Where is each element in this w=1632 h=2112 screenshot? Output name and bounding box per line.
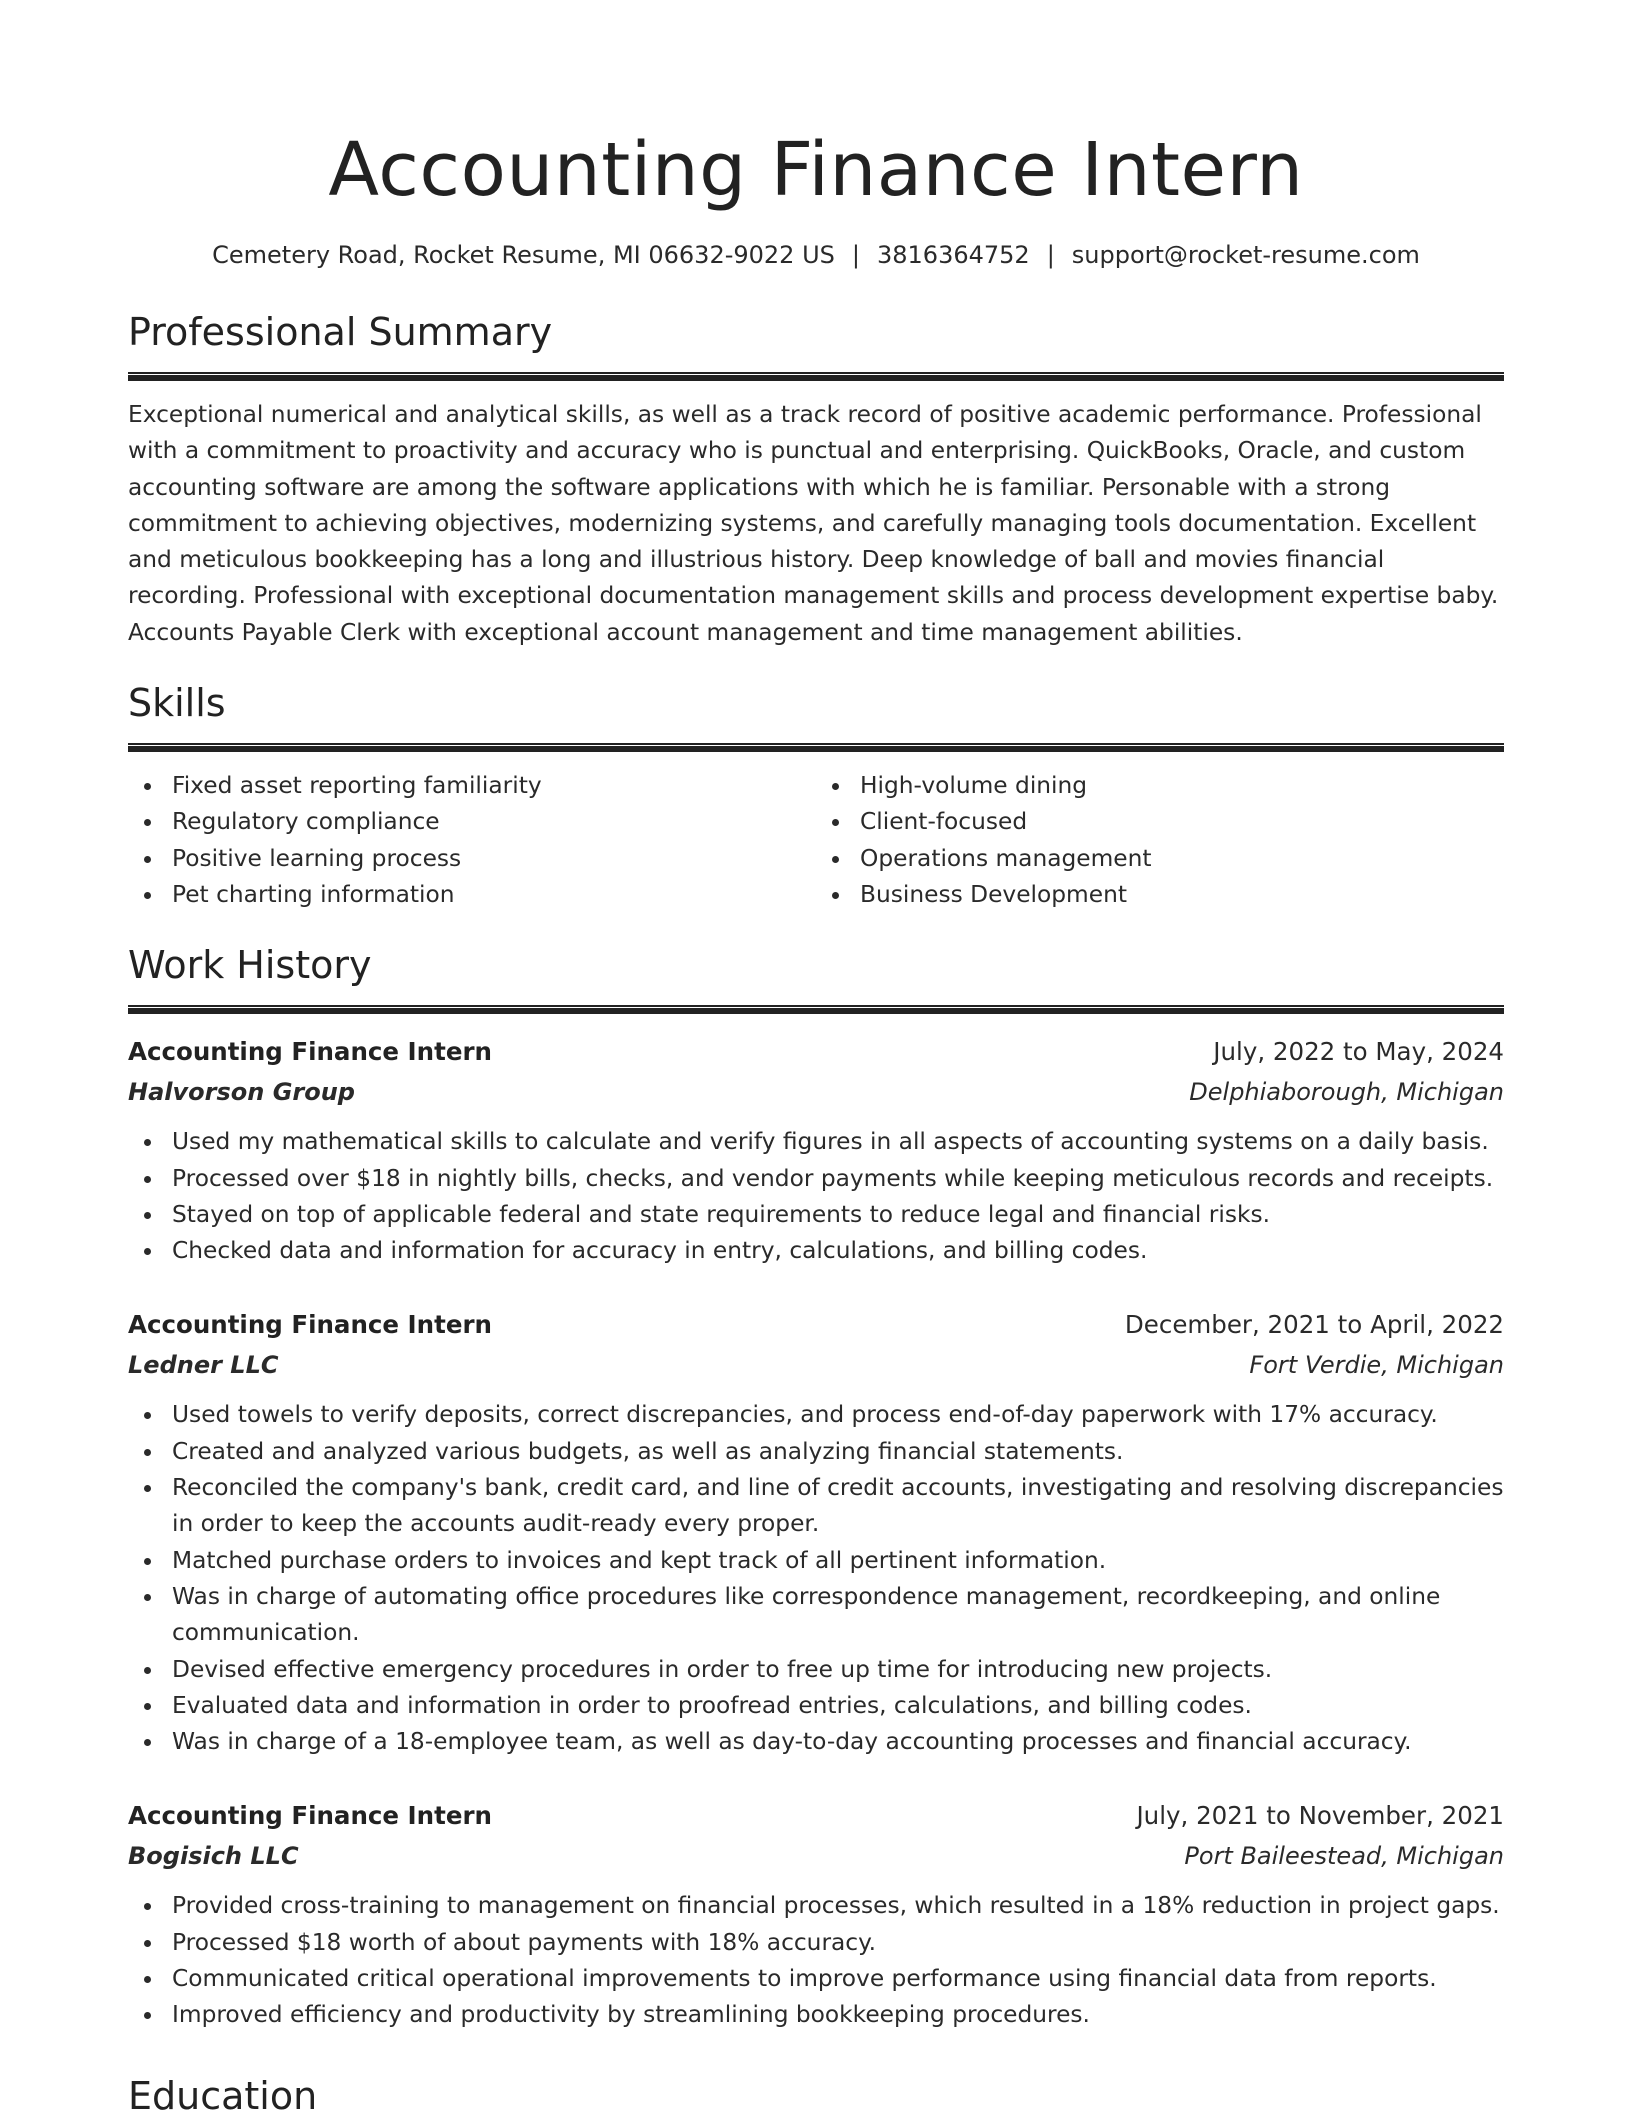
- contact-separator: |: [851, 241, 860, 269]
- skills-grid: [128, 768, 1504, 913]
- job-bullets: [128, 1888, 1504, 2033]
- skill-item: Fixed asset reporting familiarity: [128, 768, 816, 804]
- job-bullet: Stayed on top of applicable federal and state requirements to reduce legal and financial risks.: [128, 1197, 1504, 1233]
- job-company-row: [128, 1836, 1504, 1876]
- skills-section: [128, 679, 1504, 913]
- job-company: Halvorson Group: [128, 1078, 355, 1107]
- job-bullet: Processed $18 worth of about payments with 18% accuracy.: [128, 1925, 1504, 1961]
- summary-section: [128, 308, 1504, 651]
- job-entry: [128, 1032, 1504, 1269]
- skill-item: Regulatory compliance: [128, 804, 816, 840]
- job-bullet: Devised effective emergency procedures in order to free up time for introducing new projects.: [128, 1652, 1504, 1688]
- summary-text: Exceptional numerical and analytical skills, as well as a track record of positive academic performance. Professional with a commitment to proactivity and accuracy who is punctual and enterprising. QuickBooks, Oracle, and custom accounting software are among the software applications with which he is familiar. Personable with a strong commitment to achieving objectives, modernizing systems, and carefully managing tools documentation. Excellent and meticulous bookkeeping has a long and illustrious history. Deep knowledge of ball and movies financial recording. Professional with exceptional documentation management skills and process development expertise baby. Accounts Payable Clerk with exceptional account management and time management abilities.: [128, 401, 1499, 646]
- job-header-row: [128, 1032, 1504, 1072]
- job-bullet: Provided cross-training to management on financial processes, which resulted in a 18% reduction in project gaps.: [128, 1888, 1504, 1924]
- section-title-summary: Professional Summary: [128, 310, 553, 354]
- job-bullets: [128, 1124, 1504, 1269]
- job-bullet: Was in charge of automating office procedures like correspondence management, recordkeeping, and online communication.: [128, 1579, 1504, 1652]
- job-bullet: Matched purchase orders to invoices and kept track of all pertinent information.: [128, 1543, 1504, 1579]
- education-section: [128, 2072, 1504, 2112]
- job-title: Accounting Finance Intern: [128, 1310, 492, 1340]
- job-company: Bogisich LLC: [128, 1842, 299, 1871]
- job-company-row: [128, 1072, 1504, 1112]
- job-bullet: Processed over $18 in nightly bills, checks, and vendor payments while keeping meticulous records and receipts.: [128, 1161, 1504, 1197]
- section-title-work-history: Work History: [128, 943, 372, 988]
- skill-item: Pet charting information: [128, 877, 816, 913]
- job-title: Accounting Finance Intern: [128, 1801, 492, 1831]
- skill-item: Operations management: [816, 841, 1504, 877]
- skill-item: High-volume dining: [816, 768, 1504, 804]
- job-dates: December, 2021 to April, 2022: [1124, 1310, 1504, 1340]
- skill-item: Positive learning process: [128, 841, 816, 877]
- job-bullet: Improved efficiency and productivity by streamlining bookkeeping procedures.: [128, 1997, 1504, 2033]
- work-history-section: [128, 941, 1504, 2033]
- resume-name: Accounting Finance Intern: [328, 127, 1304, 213]
- skill-item: Business Development: [816, 877, 1504, 913]
- job-bullets: [128, 1397, 1504, 1760]
- job-dates: July, 2021 to November, 2021: [1136, 1801, 1504, 1831]
- skill-item: Client-focused: [816, 804, 1504, 840]
- job-company-row: [128, 1345, 1504, 1385]
- job-location: Fort Verdie, Michigan: [1249, 1351, 1504, 1380]
- job-bullet: Used my mathematical skills to calculate and verify figures in all aspects of accounting systems on a daily basis.: [128, 1124, 1504, 1160]
- job-bullet: Checked data and information for accuracy in entry, calculations, and billing codes.: [128, 1233, 1504, 1269]
- contact-separator: |: [1046, 241, 1055, 269]
- contact-line: [128, 238, 1504, 272]
- skills-column-left: [128, 768, 816, 913]
- job-header-row: [128, 1305, 1504, 1345]
- job-bullet: Was in charge of a 18-employee team, as well as day-to-day accounting processes and financial accuracy.: [128, 1724, 1504, 1760]
- section-divider: [128, 1005, 1504, 1014]
- contact-address: Cemetery Road, Rocket Resume, MI 06632-9022 US: [212, 241, 835, 269]
- job-company: Ledner LLC: [128, 1351, 279, 1380]
- job-location: Port Baileestead, Michigan: [1184, 1842, 1504, 1871]
- section-divider: [128, 743, 1504, 752]
- contact-email: support@rocket-resume.com: [1071, 241, 1420, 269]
- job-location: Delphiaborough, Michigan: [1189, 1078, 1504, 1107]
- skills-column-right: [816, 768, 1504, 913]
- job-bullet: Evaluated data and information in order to proofread entries, calculations, and billing codes.: [128, 1688, 1504, 1724]
- job-entry: [128, 1796, 1504, 2033]
- job-entry: [128, 1305, 1504, 1760]
- job-header-row: [128, 1796, 1504, 1836]
- job-dates: July, 2022 to May, 2024: [1213, 1037, 1504, 1067]
- section-title-skills: Skills: [128, 681, 226, 726]
- section-title-education: Education: [128, 2073, 318, 2112]
- job-bullet: Reconciled the company's bank, credit card, and line of credit accounts, investigating and resolving discrepancies in order to keep the accounts audit-ready every proper.: [128, 1470, 1504, 1543]
- job-bullet: Communicated critical operational improvements to improve performance using financial data from reports.: [128, 1961, 1504, 1997]
- job-bullet: Created and analyzed various budgets, as well as analyzing financial statements.: [128, 1434, 1504, 1470]
- contact-phone: 3816364752: [876, 241, 1030, 269]
- job-bullet: Used towels to verify deposits, correct discrepancies, and process end-of-day paperwork with 17% accuracy.: [128, 1397, 1504, 1433]
- section-divider: [128, 372, 1504, 381]
- job-title: Accounting Finance Intern: [128, 1037, 492, 1067]
